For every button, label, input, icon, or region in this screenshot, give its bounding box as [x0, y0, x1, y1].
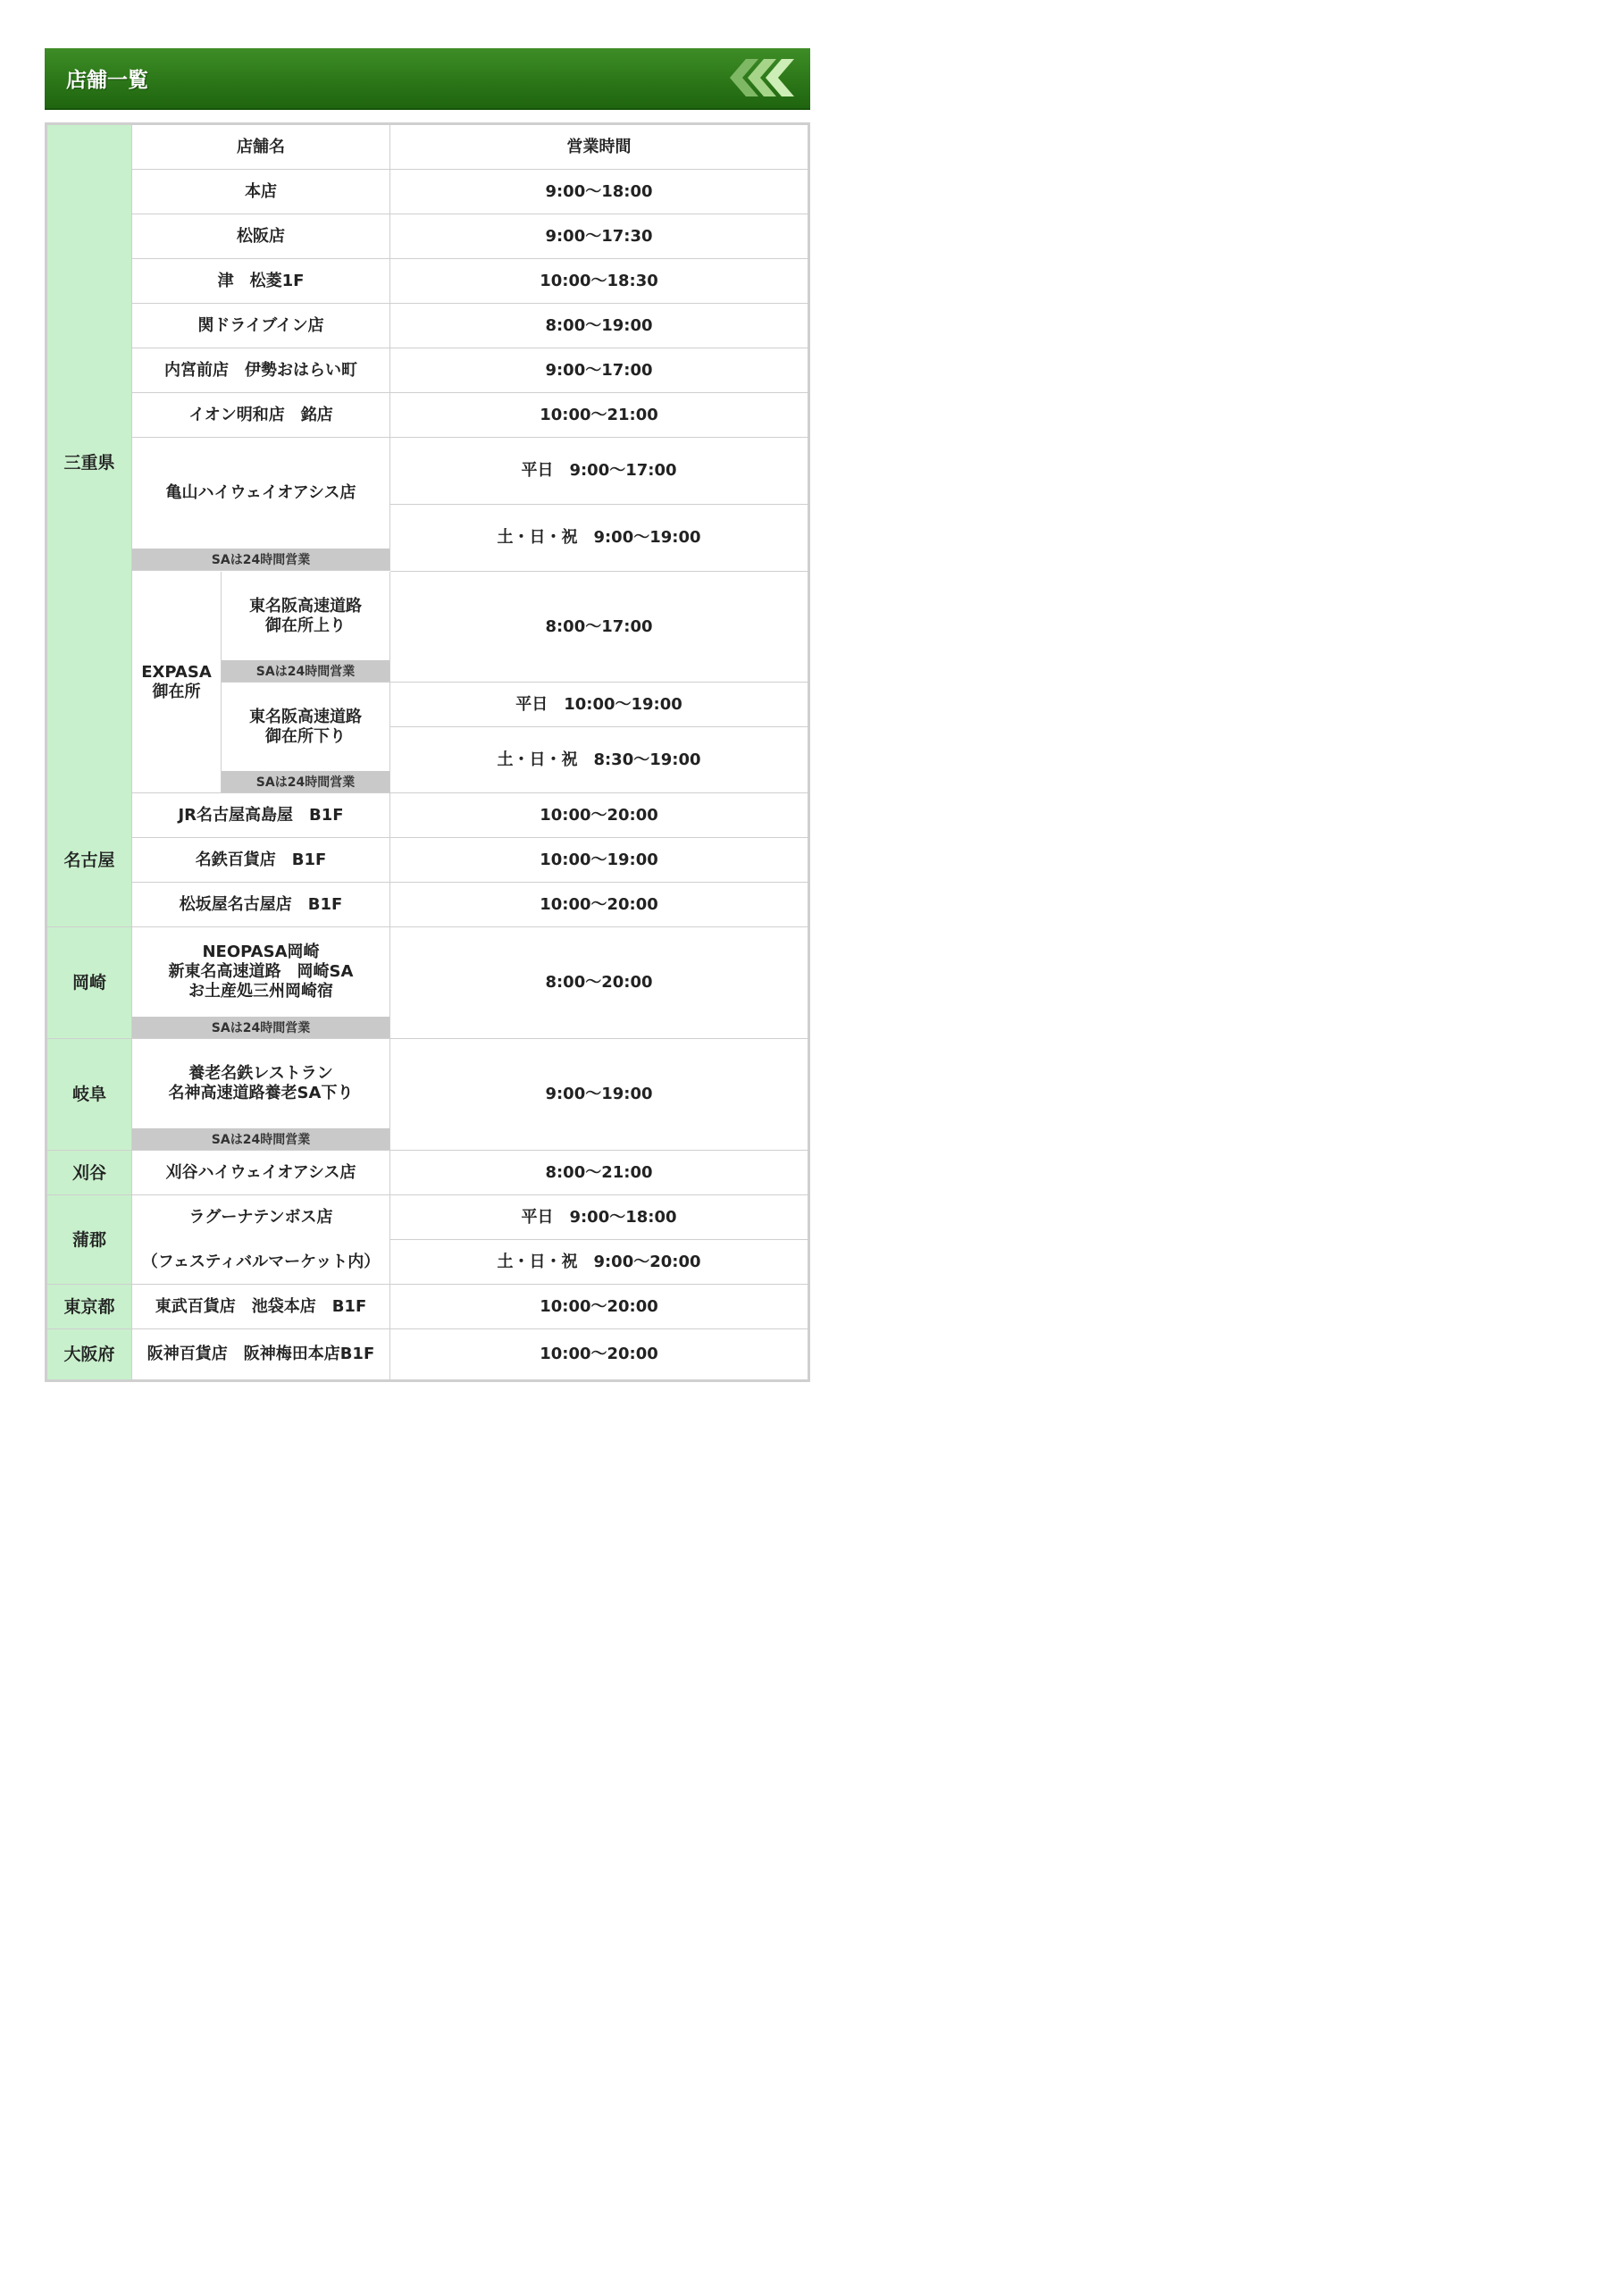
sa-24h-note: SAは24時間営業 [222, 771, 390, 793]
store-hours-weekday: 平日 9:00～18:00 [390, 1195, 808, 1240]
store-name: 内宮前店 伊勢おはらい町 [132, 348, 390, 393]
store-name: 亀山ハイウェイオアシス店 [132, 438, 390, 549]
page-title: 店舗一覧 [66, 68, 148, 92]
expasa-name-line: EXPASA [141, 662, 212, 682]
store-name: 東武百貨店 池袋本店 B1F [132, 1285, 390, 1329]
store-name-line: お土産処三州岡崎宿 [188, 982, 333, 1001]
store-name-line: 養老名鉄レストラン [188, 1064, 333, 1083]
store-hours: 10:00～20:00 [390, 883, 808, 927]
store-hours: 10:00～20:00 [390, 1285, 808, 1329]
store-hours-holiday: 土・日・祝 9:00～19:00 [390, 505, 808, 572]
region-gifu: 岐阜 [47, 1039, 132, 1151]
store-hours-weekday: 平日 9:00～17:00 [390, 438, 808, 505]
expasa-group [132, 572, 222, 793]
region-mie: 三重県 [47, 125, 132, 800]
store-name [132, 927, 390, 1017]
store-name: ラグーナテンボス店 [132, 1195, 390, 1240]
store-hours: 10:00～20:00 [390, 793, 808, 838]
store-hours: 9:00～18:00 [390, 170, 808, 214]
sa-24h-note: SAは24時間営業 [132, 1128, 390, 1151]
sa-24h-note: SAは24時間営業 [222, 660, 390, 683]
store-hours: 8:00～21:00 [390, 1151, 808, 1195]
store-name-line: NEOPASA岡崎 [202, 943, 320, 961]
store-hours: 10:00～18:30 [390, 259, 808, 304]
store-hours: 10:00～21:00 [390, 393, 808, 438]
store-hours-holiday: 土・日・祝 9:00～20:00 [390, 1240, 808, 1285]
store-name-line: 御在所下り [265, 727, 346, 746]
store-name: 刈谷ハイウェイオアシス店 [132, 1151, 390, 1195]
store-name [222, 572, 390, 661]
store-name-note: （フェスティバルマーケット内） [132, 1240, 390, 1285]
store-hours-holiday: 土・日・祝 8:30～19:00 [390, 727, 808, 793]
store-name: イオン明和店 銘店 [132, 393, 390, 438]
store-name-line: 東名阪高速道路 [249, 597, 362, 616]
store-name: 阪神百貨店 阪神梅田本店B1F [132, 1329, 390, 1379]
store-name-line: 新東名高速道路 岡崎SA [168, 962, 354, 981]
region-tokyo: 東京都 [47, 1285, 132, 1329]
region-nagoya: 名古屋 [47, 793, 132, 927]
hours-header: 営業時間 [390, 125, 808, 170]
region-osaka: 大阪府 [47, 1329, 132, 1379]
store-name: JR名古屋高島屋 B1F [132, 793, 390, 838]
store-hours: 8:00～19:00 [390, 304, 808, 348]
sa-24h-note: SAは24時間営業 [132, 549, 390, 571]
store-hours: 10:00～19:00 [390, 838, 808, 883]
store-hours: 9:00～17:30 [390, 214, 808, 259]
region-kariya: 刈谷 [47, 1151, 132, 1195]
region-okazaki: 岡崎 [47, 927, 132, 1039]
store-hours: 10:00～20:00 [390, 1329, 808, 1379]
store-name: 名鉄百貨店 B1F [132, 838, 390, 883]
sa-24h-note: SAは24時間営業 [132, 1017, 390, 1039]
store-hours-weekday: 平日 10:00～19:00 [390, 683, 808, 727]
store-name-header: 店舗名 [132, 125, 390, 170]
region-gamagori: 蒲郡 [47, 1195, 132, 1285]
store-hours: 9:00～19:00 [390, 1039, 808, 1151]
store-name-line: 名神高速道路養老SA下り [168, 1084, 354, 1102]
store-name: 関ドライブイン店 [132, 304, 390, 348]
page-header [45, 48, 810, 110]
store-hours: 9:00～17:00 [390, 348, 808, 393]
store-name: 津 松菱1F [132, 259, 390, 304]
expasa-name-line: 御在所 [152, 682, 201, 701]
store-hours: 8:00～17:00 [390, 572, 808, 683]
store-table [45, 122, 810, 1382]
store-name: 松坂屋名古屋店 B1F [132, 883, 390, 927]
store-name-line: 東名阪高速道路 [249, 708, 362, 726]
store-name [132, 1039, 390, 1128]
store-name: 本店 [132, 170, 390, 214]
store-name-line: 御在所上り [265, 616, 346, 635]
chevron-left-icon [728, 57, 796, 98]
store-name: 松阪店 [132, 214, 390, 259]
store-hours: 8:00～20:00 [390, 927, 808, 1039]
store-name [222, 683, 390, 772]
